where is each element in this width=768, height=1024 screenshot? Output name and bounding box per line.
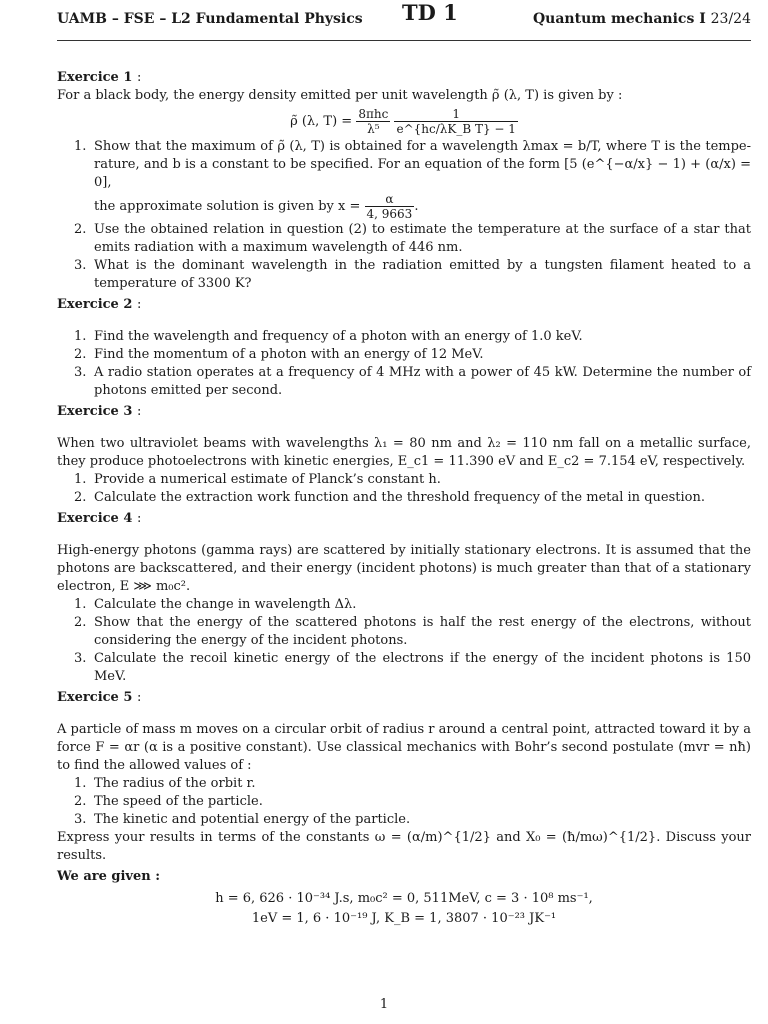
planck-formula [57,107,751,136]
constants-line-2: 1eV = 1, 6 · 10⁻¹⁹ J, K_B = 1, 3807 · 10⁻²³ JK⁻¹ [251,911,557,926]
exercise-4: Exercice 4 : High-energy photons (gamma rays) are scattered by initially stationary electrons. It is assumed that the photons are backscattered, and their energy (incident photons) is much greater than that of a stationary electron, E ⋙ m₀c². 1. Calculate the change in wavelength Δλ. 2. Show that the energy of the scattered photons is half the rest energy of the electrons, without considering the energy of the incident photons. 3. Calculate the recoil kinetic energy of the electrons if the energy of the incident photons is 150 MeV. [57,511,751,684]
exercise-5-question-3: 3. The kinetic and potential energy of the particle. [74,812,411,827]
exercise-4-question-3: 3. Calculate the recoil kinetic energy of the electrons if the energy of the incident photons is 150 MeV. [74,651,751,684]
exercise-2-title: Exercice 2 [57,297,133,312]
solution-fraction: $\frac{\alpha}{4, 9663}$ [366,192,413,221]
exercise-3: Exercice 3 : When two ultraviolet beams with wavelengths λ₁ = 80 nm and λ₂ = 110 nm fall on a metallic surface, they produce photoelectrons with kinetic energies, E_c1 = 11.390 eV and E_c2 = 7.154 eV, respectively. 1. Provide a numerical estimate of Planck’s constant h. 2. Calculate the extraction work function and the threshold frequency of the metal in question. [57,404,751,505]
exercise-1-question-1: 1. Show that the maximum of ρ̃ (λ, T) is obtained for a wavelength λmax = b/T, where T is the tempe- rature, and b is a constant to be specified. For an equation of the form [5 (e^{−α/x} − 1) + (α/x) = 0], the approximate solution is given by x = $\frac{\alpha}{4, 9663}$ . [74,139,751,221]
exercise-1: Exercice 1 : For a black body, the energy density emitted per unit wavelength ρ̃ (λ, T) is given by : ρ̃ (λ, T) = $\frac{\text{8πhc}}{\text{λ⁵}}$ $\frac{1}{\text{e\textasciicircum{}\{hc/λK\_B T\} − 1}}$ 1. Show that the maximum of ρ̃ (λ, T) is obtained for a wavelength λmax = b/T, where T is the tempe- rature, and b is a constant to be specified. For an equation of the form [5 (e^{−α/x} − 1) + (α/x) = 0], the approximate solution is given by x = $\frac{\alpha}{4, 9663}$ . 2. Use the obtained relation in question (2) to estimate the temperature at the surface of a star that emits radiation with a maximum wavelength of 446 nm. 3. What is the dominant wavelength in the radiation emitted by a tungsten filament heated to a temperature of 3300 K? [57,70,751,291]
exercise-1-question-2: 2. Use the obtained relation in question (2) to estimate the temperature at the surface of a star that emits radiation with a maximum wavelength of 446 nm. [74,222,751,255]
academic-year: 23/24 [710,11,751,27]
exercise-2-questions [57,328,751,400]
exercise-3-title: Exercice 3 [57,404,133,419]
document-body [57,69,751,929]
exercise-2: Exercice 2 : 1. Find the wavelength and frequency of a photon with an energy of 1.0 keV. 2. Find the momentum of a photon with an energy of 12 MeV. 3. A radio station operates at a frequency of 4 MHz with a power of 45 kW. Determine the number of photons emitted per second. [57,297,751,398]
given-constants [57,868,751,929]
exercise-1-title: Exercice 1 [57,70,133,85]
planck-formula-lhs: ρ̃ (λ, T) = [290,114,353,129]
exercise-5-intro: A particle of mass m moves on a circular orbit of radius r around a central point, attracted toward it by a force F = αr (α is a positive constant). Use classical mechanics with Bohr’s second postulate (mvr = nħ) to find the allowed values of : [57,722,751,773]
exercise-4-questions [57,596,751,686]
sheet-title: TD 1 [402,0,458,25]
constants-line-1: h = 6, 626 · 10⁻³⁴ J.s, m₀c² = 0, 511MeV, c = 3 · 10⁸ ms⁻¹, [215,891,593,906]
exercise-1-question-3: 3. What is the dominant wavelength in the radiation emitted by a tungsten filament heated to a temperature of 3300 K? [74,258,751,291]
planck-formula-frac2: $\frac{1}{\text{e\textasciicircum{}\{hc/λK\_B T\} − 1}}$ [396,107,516,136]
exercise-2-question-3: 3. A radio station operates at a frequency of 4 MHz with a power of 45 kW. Determine the number of photons emitted per second. [74,365,751,398]
exercise-2-question-2: 2. Find the momentum of a photon with an energy of 12 MeV. [74,347,484,362]
page-number: 1 [379,997,389,1012]
exercise-3-intro: When two ultraviolet beams with wavelengths λ₁ = 80 nm and λ₂ = 110 nm fall on a metallic surface, they produce photoelectrons with kinetic energies, E_c1 = 11.390 eV and E_c2 = 7.154 eV, respectively. [57,436,751,469]
exercise-1-questions [57,138,751,293]
exercise-4-intro: High-energy photons (gamma rays) are scattered by initially stationary electrons. It is assumed that the photons are backscattered, and their energy (incident photons) is much greater than that of a stationary electron, E ⋙ m₀c². [57,543,751,594]
exercise-5: Exercice 5 : A particle of mass m moves on a circular orbit of radius r around a central point, attracted toward it by a force F = αr (α is a positive constant). Use classical mechanics with Bohr’s second postulate (mvr = nħ) to find the allowed values of : 1. The radius of the orbit r. 2. The speed of the particle. 3. The kinetic and potential energy of the particle. Express your results in terms of the constants ω = (α/m)^{1/2} and X₀ = (ħ/mω)^{1/2}. Discuss your results. [57,690,751,863]
exercise-2-question-1: 1. Find the wavelength and frequency of a photon with an energy of 1.0 keV. [74,329,583,344]
given-title: We are given : [57,869,161,884]
course-subject [533,10,751,28]
exercise-5-title: Exercice 5 [57,690,133,705]
exercise-5-questions [57,775,751,829]
exercise-3-question-1: 1. Provide a numerical estimate of Planck’s constant h. [74,472,441,487]
exercise-3-question-2: 2. Calculate the extraction work function and the threshold frequency of the metal in question. [74,490,705,505]
course-title: UAMB – FSE – L2 Fundamental Physics [57,11,363,27]
exercise-5-question-1: 1. The radius of the orbit r. [74,776,256,791]
exercise-4-title: Exercice 4 [57,511,133,526]
planck-formula-frac1: $\frac{\text{8πhc}}{\text{λ⁵}}$ [358,107,389,136]
exercise-3-questions [57,471,751,507]
exercise-5-question-2: 2. The speed of the particle. [74,794,263,809]
exercise-5-outro: Express your results in terms of the constants ω = (α/m)^{1/2} and X₀ = (ħ/mω)^{1/2}. Discuss your results. [57,830,751,863]
exercise-1-intro: For a black body, the energy density emitted per unit wavelength ρ̃ (λ, T) is given by : [57,88,623,103]
exercise-4-question-2: 2. Show that the energy of the scattered photons is half the rest energy of the electrons, without considering the energy of the incident photons. [74,615,751,648]
exercise-4-question-1: 1. Calculate the change in wavelength Δλ. [74,597,357,612]
page-header [57,0,751,41]
course-subject-name: Quantum mechanics I [532,11,706,27]
